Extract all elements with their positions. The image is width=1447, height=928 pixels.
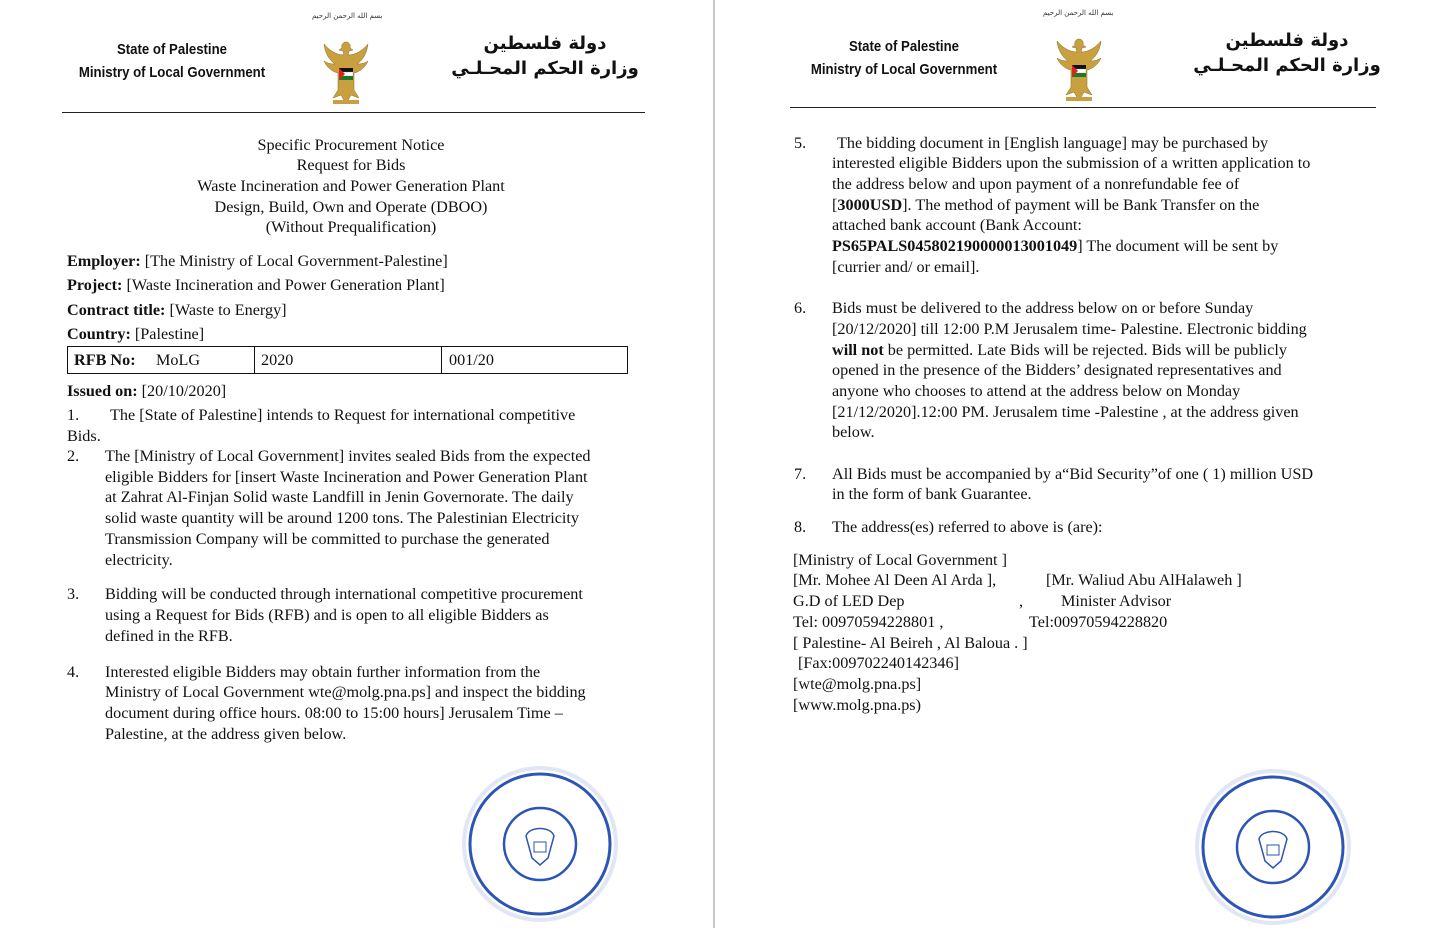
item-text-line: The [State of Palestine] intends to Request for international competitive	[110, 406, 576, 424]
item-text-line: The address(es) referred to above is (are):	[832, 518, 1103, 536]
issued-on-field: Issued on: [20/10/2020]	[67, 382, 227, 400]
address-tel-2: Tel:00970594228820	[1029, 613, 1168, 631]
header-ministry-ar: وزارة الحكم المحـلـي	[1193, 55, 1381, 76]
header-state-ar: دولة فلسطين	[483, 33, 607, 54]
item-text-line: The bidding document in [English language] may be purchased by	[837, 134, 1269, 152]
title-line: Specific Procurement Notice	[257, 136, 445, 154]
header-ministry-ar: وزارة الحكم المحـلـي	[451, 58, 639, 79]
header-ministry-en: Ministry of Local Government	[810, 61, 998, 78]
title-line: Request for Bids	[296, 156, 406, 174]
rfb-code: MoLG	[156, 351, 201, 369]
item-text-line: Palestine, at the address given below.	[105, 725, 347, 743]
item-number: 8.	[794, 518, 807, 536]
item-text-line: eligible Bidders for [insert Waste Incineration and Power Generation Plant	[105, 468, 588, 486]
item-text-line: Interested eligible Bidders may obtain further information from the	[105, 663, 541, 681]
item-number: 5.	[794, 134, 807, 152]
document-page-right	[718, 0, 1447, 928]
item-text-line: anyone who chooses to attend at the address below on Monday	[832, 382, 1241, 400]
item-text-line: solid waste quantity will be around 1200 tons. The Palestinian Electricity	[105, 509, 579, 527]
employer-field: Employer: [The Ministry of Local Government-Palestine]	[67, 252, 448, 270]
item-text-line: [3000USD]. The method of payment will be Bank Transfer on the	[832, 196, 1260, 214]
address-website: [www.molg.pna.ps)	[793, 696, 921, 714]
item-text-line: document during office hours. 08:00 to 15:00 hours] Jerusalem Time –	[105, 704, 563, 722]
item-text-line: using a Request for Bids (RFB) and is open to all eligible Bidders as	[105, 606, 549, 624]
item-text-line: below.	[832, 423, 875, 441]
item-text-line: [21/12/2020].12:00 PM. Jerusalem time -Palestine , at the address given	[832, 403, 1299, 421]
address-org: [Ministry of Local Government ]	[793, 551, 1007, 569]
address-separator: ,	[1019, 592, 1024, 610]
header-divider	[790, 107, 1376, 108]
bid-fee: 3000USD	[837, 196, 903, 214]
document-page-left	[0, 0, 712, 928]
rfb-number-table	[67, 346, 628, 374]
address-person-1: [Mr. Mohee Al Deen Al Arda ],	[793, 571, 997, 589]
item-number: 6.	[794, 299, 807, 317]
palestine-eagle-emblem-icon	[1054, 35, 1104, 105]
header-divider	[62, 112, 645, 113]
item-text-line: attached bank account (Bank Account:	[832, 216, 1082, 234]
item-number: 4.	[67, 663, 80, 681]
palestine-eagle-emblem-icon	[321, 38, 371, 108]
item-text-line: Bidding will be conducted through international competitive procurement	[105, 585, 583, 603]
address-title-2: Minister Advisor	[1061, 592, 1172, 610]
page-gutter	[713, 0, 715, 928]
header-arabic	[1162, 28, 1412, 78]
address-person-2: [Mr. Waliud Abu AlHalaweh ]	[1046, 571, 1242, 589]
basmala: بسم الله الرحمن الرحيم	[312, 12, 383, 20]
item-text-line: PS65PALS045802190000013001049] The document will be sent by	[832, 237, 1279, 255]
item-number: 3.	[67, 585, 80, 603]
table-divider	[441, 347, 442, 373]
item-text-line: All Bids must be accompanied by a“Bid Security”of one ( 1) million USD	[832, 465, 1314, 483]
item-text-line: in the form of bank Guarantee.	[832, 485, 1032, 503]
table-divider	[254, 347, 255, 373]
country-field: Country: [Palestine]	[67, 325, 205, 343]
title-line: Waste Incineration and Power Generation Plant	[197, 177, 505, 195]
item-text-line: at Zahrat Al-Finjan Solid waste Landfill in Jenin Governorate. The daily	[105, 488, 574, 506]
item-text-line: [currier and/ or email].	[832, 258, 980, 276]
basmala: بسم الله الرحمن الرحيم	[1043, 9, 1114, 17]
item-text-line: The [Ministry of Local Government] invites sealed Bids from the expected	[105, 447, 591, 465]
header-state-ar: دولة فلسطين	[1225, 30, 1349, 51]
address-title-1: G.D of LED Dep	[793, 592, 905, 610]
item-text-line: interested eligible Bidders upon the submission of a written application to	[832, 154, 1311, 172]
contract-title-field: Contract title: [Waste to Energy]	[67, 301, 287, 319]
item-text-line: will not be permitted. Late Bids will be rejected. Bids will be publicly	[832, 341, 1287, 359]
project-field: Project: [Waste Incineration and Power Generation Plant]	[67, 276, 445, 294]
header-ministry-en: Ministry of Local Government	[78, 64, 266, 81]
item-text-line: Bids must be delivered to the address below on or before Sunday	[832, 299, 1254, 317]
item-text-line: defined in the RFB.	[105, 627, 233, 645]
item-number: 7.	[794, 465, 807, 483]
header-state-en: State of Palestine	[116, 41, 228, 58]
address-location: [ Palestine- Al Beireh , Al Baloua . ]	[793, 634, 1028, 652]
item-number: 1.	[67, 406, 80, 424]
header-english	[75, 38, 269, 84]
header-state-en: State of Palestine	[848, 38, 960, 55]
header-english	[804, 35, 1005, 81]
rfb-year: 2020	[261, 351, 294, 369]
item-text-line: Bids.	[67, 427, 101, 445]
item-text-line: Transmission Company will be committed to purchase the generated	[105, 530, 550, 548]
bank-account-number: PS65PALS045802190000013001049	[832, 237, 1078, 255]
header-arabic	[420, 31, 670, 81]
address-email: [wte@molg.pna.ps]	[793, 675, 922, 693]
item-text-line: the address below and upon payment of a nonrefundable fee of	[832, 175, 1240, 193]
title-line: (Without Prequalification)	[265, 218, 437, 236]
rfb-label: RFB No:	[74, 351, 136, 369]
ministry-stamp-icon	[1188, 765, 1358, 925]
ministry-stamp-icon	[455, 762, 625, 922]
item-text-line: opened in the presence of the Bidders’ designated representatives and	[832, 361, 1282, 379]
title-line: Design, Build, Own and Operate (DBOO)	[214, 198, 488, 216]
item-text-line: electricity.	[105, 551, 173, 569]
item-text-line: [20/12/2020] till 12:00 P.M Jerusalem time- Palestine. Electronic bidding	[832, 320, 1307, 338]
item-number: 2.	[67, 447, 80, 465]
address-tel-1: Tel: 00970594228801 ,	[793, 613, 944, 631]
address-fax: [Fax:009702240142346]	[798, 654, 959, 672]
rfb-number: 001/20	[449, 351, 494, 369]
item-text-line: Ministry of Local Government wte@molg.pna.ps] and inspect the bidding	[105, 683, 586, 701]
